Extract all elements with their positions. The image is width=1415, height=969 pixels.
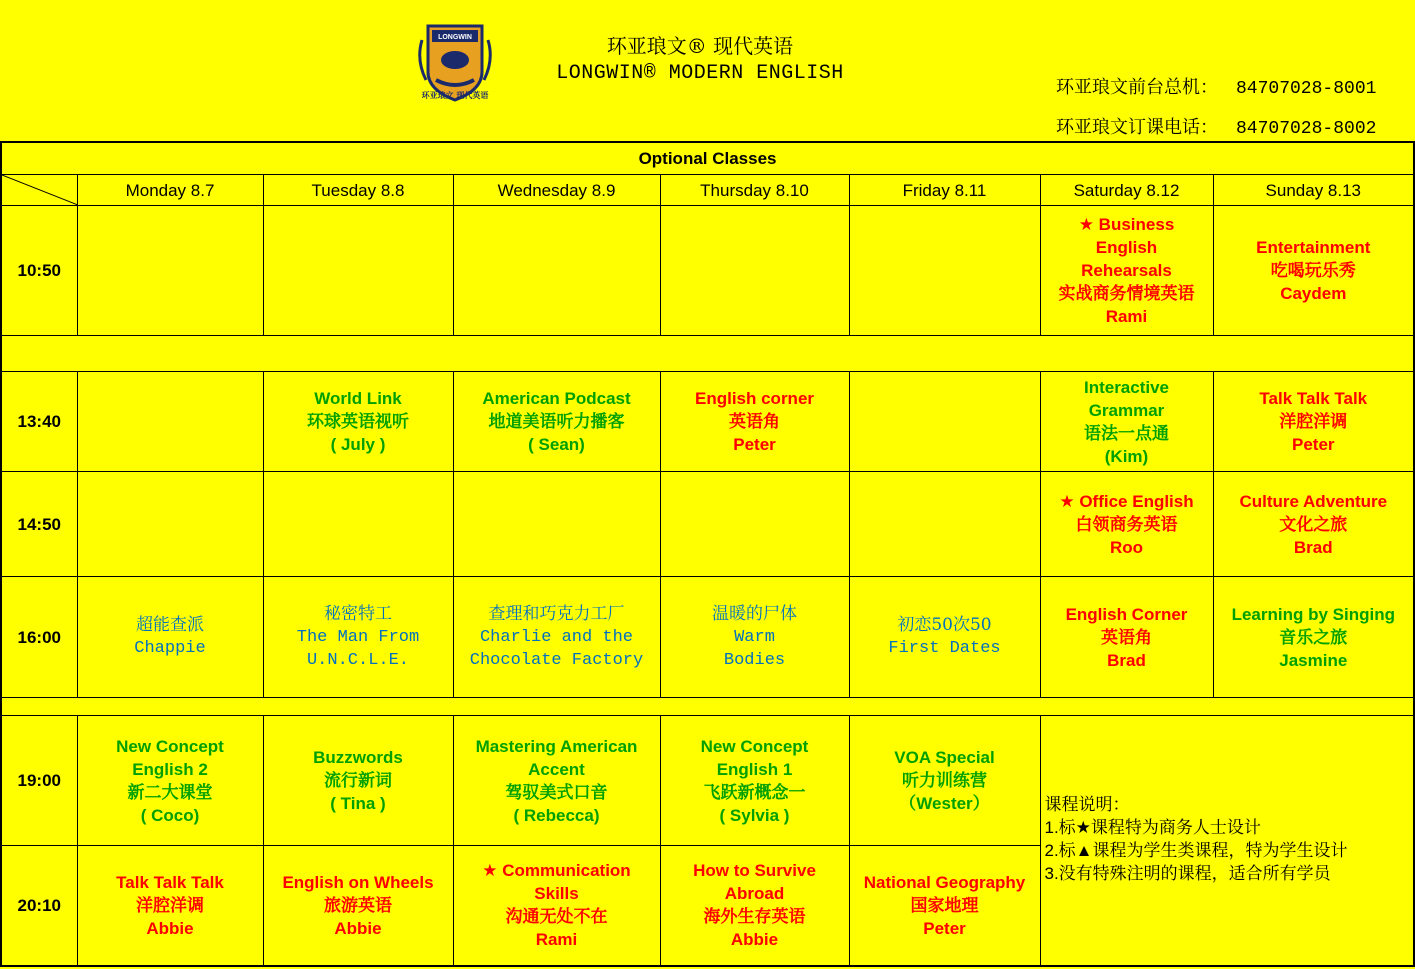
time-1450: 14:50 — [1, 472, 77, 577]
schedule-table — [0, 141, 1415, 967]
empty-cell — [660, 472, 849, 577]
class-new-concept-1: New Concept English 1 飞跃新概念一 ( Sylvia ) — [660, 716, 849, 846]
svg-text:LONGWIN: LONGWIN — [438, 34, 472, 41]
spacer-row — [1, 336, 1414, 372]
class-national-geography: National Geography 国家地理 Peter — [849, 846, 1040, 966]
day-wednesday: Wednesday 8.9 — [453, 175, 660, 206]
day-thursday: Thursday 8.10 — [660, 175, 849, 206]
movie-man-from-uncle: 秘密特工 The Man From U.N.C.L.E. — [263, 577, 453, 698]
course-notes — [1040, 716, 1414, 966]
notes-heading: 课程说明： — [1044, 794, 1130, 814]
class-english-on-wheels: English on Wheels 旅游英语 Abbie — [263, 846, 453, 966]
row-1600 — [1, 577, 1414, 698]
class-how-to-survive-abroad: How to Survive Abroad 海外生存英语 Abbie — [660, 846, 849, 966]
front-desk-number: 84707028-8001 — [1236, 79, 1377, 99]
class-culture-adventure: Culture Adventure 文化之旅 Brad — [1213, 472, 1414, 577]
empty-cell — [849, 206, 1040, 336]
class-office-english: ★ Office English 白领商务英语 Roo — [1040, 472, 1213, 577]
class-english-corner: English corner 英语角 Peter — [660, 372, 849, 472]
diagonal-line — [2, 175, 77, 205]
time-1340: 13:40 — [1, 372, 77, 472]
svg-text:环亚琅文 现代英语: 环亚琅文 现代英语 — [421, 91, 489, 100]
time-2010: 20:10 — [1, 846, 77, 966]
longwin-logo — [416, 20, 494, 110]
empty-cell — [263, 206, 453, 336]
row-1900 — [1, 716, 1414, 846]
booking-label: 环亚琅文订课电话： — [1056, 117, 1218, 138]
booking-number: 84707028-8002 — [1236, 119, 1377, 139]
row-1340 — [1, 372, 1414, 472]
empty-cell — [849, 472, 1040, 577]
class-entertainment: Entertainment 吃喝玩乐秀 Caydem — [1213, 206, 1414, 336]
time-1600: 16:00 — [1, 577, 77, 698]
day-header-row — [1, 175, 1414, 206]
table-title: Optional Classes — [1, 142, 1414, 175]
empty-cell — [263, 472, 453, 577]
row-1050 — [1, 206, 1414, 336]
empty-cell — [453, 206, 660, 336]
title-chinese: 环亚琅文® 现代英语 — [606, 34, 794, 58]
movie-charlie-chocolate-factory: 查理和巧克力工厂 Charlie and the Chocolate Factory — [453, 577, 660, 698]
empty-cell — [453, 472, 660, 577]
class-mastering-american-accent: Mastering American Accent 驾驭美式口音 ( Rebecca) — [453, 716, 660, 846]
row-1450 — [1, 472, 1414, 577]
page-header — [0, 0, 1415, 140]
notes-item: 1.标★课程特为商务人士设计 — [1044, 817, 1261, 837]
spacer-row — [1, 698, 1414, 716]
class-new-concept-2: New Concept English 2 新二大课堂 ( Coco) — [77, 716, 263, 846]
class-talk-talk-talk: Talk Talk Talk 洋腔洋调 Peter — [1213, 372, 1414, 472]
class-voa-special: VOA Special 听力训练营 （Wester） — [849, 716, 1040, 846]
movie-chappie: 超能查派 Chappie — [77, 577, 263, 698]
day-sunday: Sunday 8.13 — [1213, 175, 1414, 206]
day-saturday: Saturday 8.12 — [1040, 175, 1213, 206]
booking-phone — [1056, 113, 1376, 139]
class-american-podcast: American Podcast 地道美语听力播客 ( Sean) — [453, 372, 660, 472]
class-communication-skills: ★ Communication Skills 沟通无处不在 Rami — [453, 846, 660, 966]
front-desk-label: 环亚琅文前台总机： — [1056, 77, 1218, 98]
notes-item: 2.标▲课程为学生类课程，特为学生设计 — [1044, 840, 1348, 860]
empty-cell — [77, 472, 263, 577]
movie-warm-bodies: 温暖的尸体 Warm Bodies — [660, 577, 849, 698]
time-1050: 10:50 — [1, 206, 77, 336]
empty-cell — [77, 372, 263, 472]
class-english-corner-sat: English Corner 英语角 Brad — [1040, 577, 1213, 698]
empty-cell — [849, 372, 1040, 472]
class-learning-by-singing: Learning by Singing 音乐之旅 Jasmine — [1213, 577, 1414, 698]
class-talk-talk-talk-mon: Talk Talk Talk 洋腔洋调 Abbie — [77, 846, 263, 966]
movie-50-first-dates: 初恋50次50 First Dates — [849, 577, 1040, 698]
notes-item: 3.没有特殊注明的课程，适合所有学员 — [1044, 863, 1331, 883]
class-buzzwords: Buzzwords 流行新词 ( Tina ) — [263, 716, 453, 846]
time-1900: 19:00 — [1, 716, 77, 846]
front-desk-phone — [1056, 73, 1376, 99]
empty-cell — [77, 206, 263, 336]
day-tuesday: Tuesday 8.8 — [263, 175, 453, 206]
day-friday: Friday 8.11 — [849, 175, 1040, 206]
corner-cell — [1, 175, 77, 206]
title-english: LONGWIN® MODERN ENGLISH — [556, 62, 844, 85]
class-interactive-grammar: Interactive Grammar 语法一点通 (Kim) — [1040, 372, 1213, 472]
empty-cell — [660, 206, 849, 336]
class-business-english-rehearsals: ★ Business English Rehearsals 实战商务情境英语 Rami — [1040, 206, 1213, 336]
day-monday: Monday 8.7 — [77, 175, 263, 206]
class-world-link: World Link 环球英语视听 ( July ) — [263, 372, 453, 472]
